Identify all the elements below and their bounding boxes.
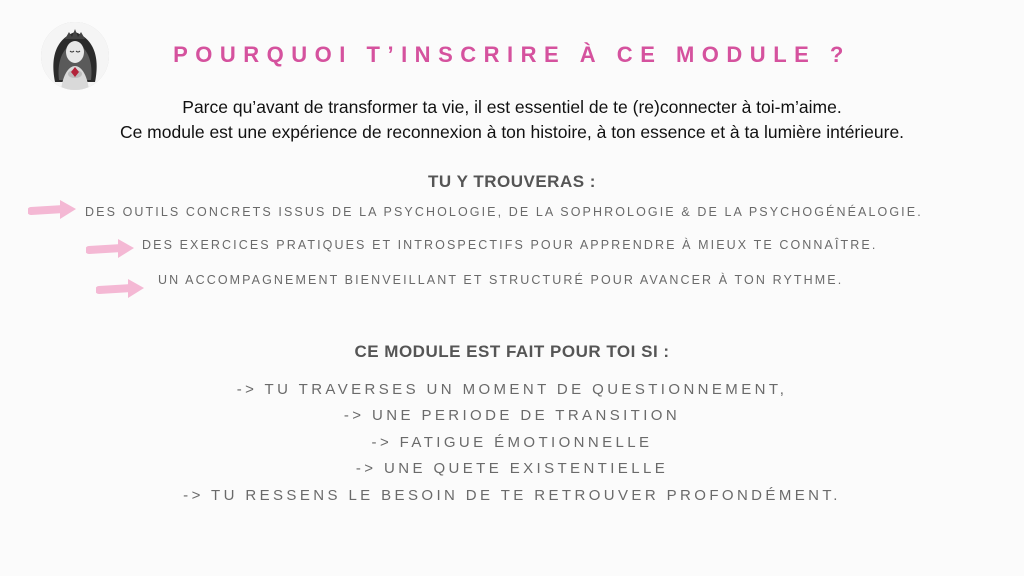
for-section-heading: CE MODULE EST FAIT POUR TOI SI : xyxy=(354,342,670,361)
intro-line-1: Parce qu’avant de transformer ta vie, il est essentiel de te (re)connecter à toi-m’aime. xyxy=(182,97,842,117)
pink-arrow-icon xyxy=(96,276,148,302)
find-section-heading: TU Y TROUVERAS : xyxy=(428,172,596,191)
find-item-exercises: DES EXERCICES PRATIQUES ET INTROSPECTIFS POUR APPRENDRE À MIEUX TE CONNAÎTRE. xyxy=(142,238,878,252)
intro-line-2: Ce module est une expérience de reconnexion à ton histoire, à ton essence et à ta lumière intérieure. xyxy=(119,122,905,142)
page-title: POURQUOI T’INSCRIRE À CE MODULE ? xyxy=(173,42,851,67)
find-item-tools: DES OUTILS CONCRETS ISSUS DE LA PSYCHOLOGIE, DE LA SOPHROLOGIE & DE LA PSYCHOGÉNÉALOGIE. xyxy=(85,205,923,219)
for-item-fatigue: -> FATIGUE ÉMOTIONNELLE xyxy=(371,434,653,451)
for-item-questioning: -> TU TRAVERSES UN MOMENT DE QUESTIONNEMENT, xyxy=(236,381,788,398)
pink-arrow-icon xyxy=(86,236,138,262)
find-item-support: UN ACCOMPAGNEMENT BIENVEILLANT ET STRUCTURÉ POUR AVANCER À TON RYTHME. xyxy=(158,273,844,287)
for-item-find-yourself: -> TU RESSENS LE BESOIN DE TE RETROUVER PROFONDÉMENT. xyxy=(183,487,841,504)
pink-arrow-icon xyxy=(28,197,80,223)
for-item-quest: -> UNE QUETE EXISTENTIELLE xyxy=(355,460,669,477)
for-item-transition: -> UNE PERIODE DE TRANSITION xyxy=(343,407,681,424)
